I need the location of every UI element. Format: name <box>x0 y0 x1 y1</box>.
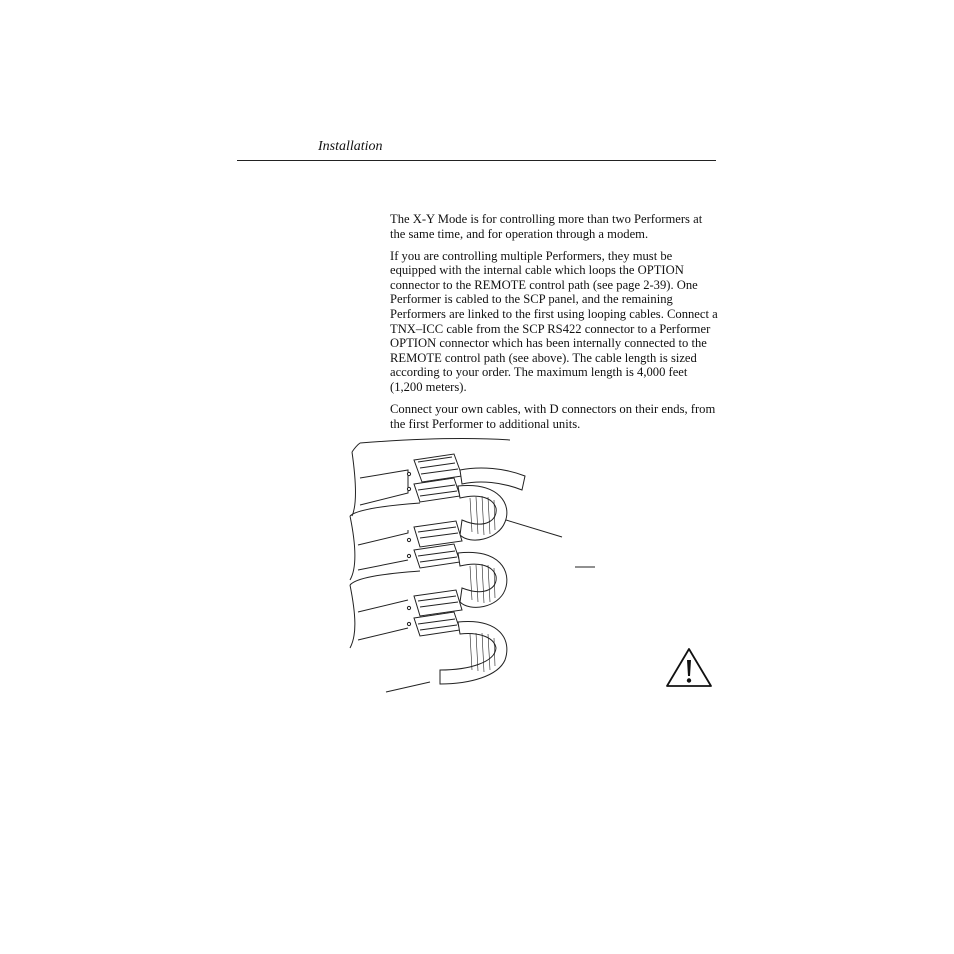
looping-cable-1 <box>458 486 507 541</box>
performer-unit-3 <box>350 571 420 648</box>
connector-pair-unit-2 <box>414 521 462 568</box>
paragraph-xy-mode: The X-Y Mode is for controlling more than two Performers at the same time, and for operation through a modem. <box>390 212 703 241</box>
callout-line-bottom <box>386 682 430 692</box>
paragraph-multiple-performers: If you are controlling multiple Performers, they must be equipped with the internal cable which loops the OPTION connector to the REMOTE control path (see page 2-39). One Performer is cabled to the SCP panel, and the remaining Performers are linked to the first using looping cables. Connect a TNX–ICC cable from the SCP RS422 connector to a Performer OPTION connector which has been internally connected to the REMOTE control path (see above). The cable length is sized according to your order. The maximum length is 4,000 feet (1,200 meters). <box>390 248 718 395</box>
connector-pair-unit-1 <box>414 454 462 502</box>
body-text <box>390 212 720 439</box>
performer-unit-2 <box>350 503 420 580</box>
paragraph-own-cables: Connect your own cables, with D connectors on their ends, from the first Performer to additional units. <box>390 402 716 431</box>
connector-pair-unit-3 <box>414 590 462 636</box>
warning-triangle-icon <box>665 647 713 689</box>
looping-cable-2 <box>458 552 507 607</box>
header-rule <box>237 160 716 161</box>
callout-line-looping-cable <box>506 520 562 537</box>
performer-cabling-illustration <box>340 436 600 706</box>
running-header-title: Installation <box>318 139 383 154</box>
